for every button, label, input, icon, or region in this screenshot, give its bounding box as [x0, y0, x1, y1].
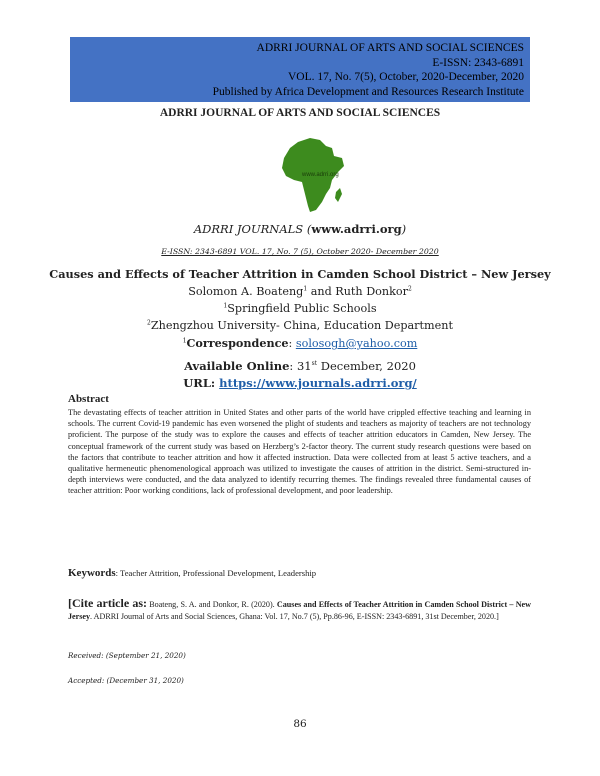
abstract-heading: Abstract [68, 393, 109, 405]
article-title: Causes and Effects of Teacher Attrition in Camden School District – New Jersey [49, 267, 551, 281]
cite-label: [Cite article as: [68, 596, 148, 610]
madagascar-shape [335, 188, 342, 202]
page-number: 86 [293, 718, 307, 730]
affiliation-2: $^2$Zhengzhou University- China, Education Department [147, 319, 453, 332]
abstract-body: The devastating effects of teacher attrition in United States and other parts of the world have crippled effective teaching and learning in schools. The current Covid-19 pandemic has even worsened the plight of students and teachers as majority of teachers are not technology proficient. The purpose of the study was to explore the causes and effects of teacher attrition educators in Camden, New Jersey. The conceptual framework of the current study was based on Herzberg’s 2-factor theory. The current study research questions were based on the factors that contribute to teacher attrition and how it affected instruction. Data were collected from at least 5 active teachers, and a qualitative hermeneutic phenomenological approach was utilized to investigate the causes of attrition in the district. Semi-structured in-depth interviews were conducted, and the data analyzed to identify recurring themes. The findings revealed three fundamental causes of teacher attrition: Poor working conditions, lack of professional development, and poor leadership. [68, 408, 531, 496]
keywords-label: Keywords [68, 567, 116, 579]
accepted-date: Accepted: (December 31, 2020) [68, 676, 184, 685]
eissn-line: E-ISSN: 2343-6891 VOL. 17, No. 7 (5), October 2020- December 2020 [161, 247, 439, 256]
url-line: URL: https://www.journals.adrri.org/ [183, 376, 417, 390]
banner-volume: VOL. 17, No. 7(5), October, 2020-December, 2020 [287, 71, 524, 83]
keywords-text: Teacher Attrition, Professional Development, Leadership [118, 568, 317, 578]
banner-eissn: E-ISSN: 2343-6891 [432, 56, 524, 69]
correspondence-line: $^1$Correspondence: solosogh@yahoo.com [182, 336, 418, 350]
available-online-line: Available Online: 31st December, 2020 [184, 359, 416, 373]
journal-banner [70, 37, 530, 102]
received-date: Received: (September 21, 2020) [68, 651, 186, 660]
journal-url-link[interactable]: https://www.journals.adrri.org/ [219, 376, 417, 390]
correspondence-email-link[interactable]: solosogh@yahoo.com [295, 337, 418, 350]
logo-text: www.adrri.org [302, 172, 339, 178]
banner-publisher: Published by Africa Development and Resources Research Institute [212, 85, 524, 98]
banner-journal-name: ADRRI JOURNAL OF ARTS AND SOCIAL SCIENCES [256, 42, 524, 54]
cite-title: Causes and Effects of Teacher Attrition in Camden School District – New Jersey [68, 600, 531, 621]
adrri-journals-line: ADRRI JOURNALS (www.adrri.org) [193, 222, 407, 236]
keywords-line: Keywords: Teacher Attrition, Professional Development, Leadership [68, 567, 317, 579]
affiliation-1: $^1$Springfield Public Schools [223, 302, 377, 315]
author-line: Solomon A. Boateng$^1$ and Ruth Donkor$^2$ [188, 285, 412, 298]
citation-block: [Cite article as: Boateng, S. A. and Donkor, R. (2020). Causes and Effects of Teacher Attrition in Camden School District – New Jersey. ADRRI Journal of Arts and Social Sciences, Ghana: Vol. 17, No.7 (5), Pp.86-96, E-ISSN: 2343-6891, 31st December, 2020.] [68, 596, 531, 621]
journal-title: ADRRI JOURNAL OF ARTS AND SOCIAL SCIENCES [159, 107, 441, 119]
africa-map-logo [280, 136, 346, 216]
adrri-website: www.adrri.org [311, 222, 402, 236]
